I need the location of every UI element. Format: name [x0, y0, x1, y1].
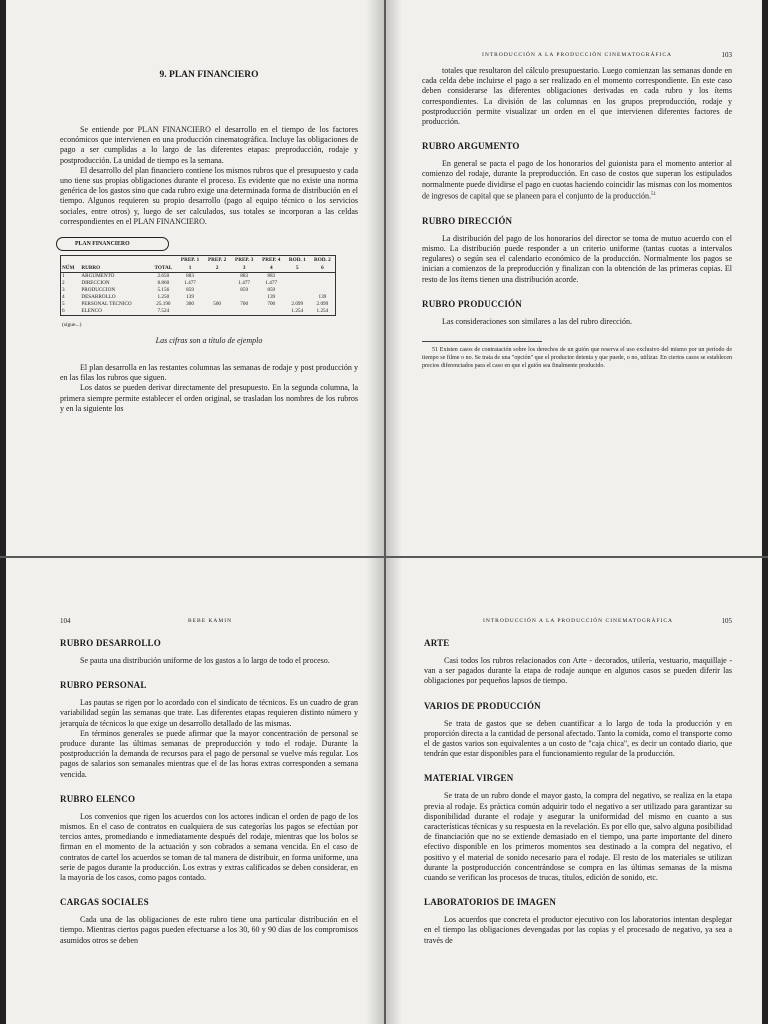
table-cell: 883	[186, 273, 194, 280]
table-cell: 859	[186, 287, 194, 294]
page-bottom-left	[0, 558, 384, 1024]
paragraph: El desarrollo del plan financiero contiene los mismos rubros que el presupuesto y cada uno tiene sus propias obligaciones durante el proceso. Es evidente que no existe una norma genérica de los gastos sino que cada rubro exige una determinada forma de distribución en el tiempo. Algunos requieren su propio desarrollo (pago al equipo técnico o los servicios sociales, entre otros) y, luego de ser calculados, sus totales se incorporan a las celdas correspondientes en el PLAN FINANCIERO.	[60, 165, 358, 226]
table-cell: 5	[62, 301, 65, 308]
section-heading: LABORATORIOS DE IMAGEN	[424, 897, 557, 908]
table-cell: 1.477	[265, 280, 278, 287]
table-cell: 5.156	[157, 287, 170, 294]
paragraph: Cada una de las obligaciones de este rubro tiene una particular distribución en el tiempo. Mientras ciertos pagos pueden efectuarse a los 30, 60 y 90 días de los compromisos asumidos otros se deben	[60, 915, 358, 945]
table-cell: PRODUCCION	[81, 287, 116, 294]
table-cell: PERSONAL TECNICO	[81, 301, 132, 308]
paragraph: Las consideraciones son similares a las del rubro dirección.	[442, 316, 632, 326]
plan-financiero-table	[60, 255, 336, 316]
section-heading: RUBRO ARGUMENTO	[422, 141, 520, 152]
paragraph: Se pauta una distribución uniforme de los gastos a lo largo de todo el proceso.	[80, 656, 330, 665]
table-cell	[285, 287, 310, 294]
table-cell: 700	[267, 301, 276, 308]
table-cell: 6	[62, 308, 65, 315]
table-cell: 3	[62, 287, 65, 294]
table-header-cell	[150, 256, 176, 265]
paragraph: Se entiende por PLAN FINANCIERO el desarrollo en el tiempo de los factores económicos que intervienen en una producción cinematográfica. Incluye las obligaciones de pago a ser cumplidas a lo largo de las diferentes etapas: preproducción, rodaje y postproducción. La unidad de tiempo es la semana.	[60, 125, 358, 165]
table-cell: 1.477	[184, 280, 196, 287]
table-header-cell: PREP. 3	[235, 257, 254, 264]
table-cell	[310, 273, 336, 281]
page-number: 104	[60, 617, 71, 625]
table-cell: 700	[240, 301, 249, 308]
table-cell: 139	[318, 294, 327, 301]
table-header-cell: 1	[177, 264, 204, 273]
table-cell: 2.099	[316, 301, 329, 308]
table-cell: 25.190	[156, 301, 171, 308]
page-top-left	[0, 0, 384, 556]
table-cell	[231, 294, 258, 301]
paragraph: La distribución del pago de los honorarios del director se toma de mutuo acuerdo con el mismo. La distribución puede responder a un criterio uniforme (tantas cuotas a intervalos regulares) o según sea el calendario económico de la producción. Normalmente los pagos se inician a comienzos de la preproducción y finalizan con la obtención de las primeras copias. El resto de los ítems tienen una distribución acorde.	[422, 233, 732, 284]
table-cell: 883	[267, 273, 276, 280]
table-cell	[310, 287, 336, 294]
table-cell: 2.099	[291, 301, 304, 308]
table-cell: 1.477	[238, 280, 250, 287]
section-heading: RUBRO PERSONAL	[60, 680, 147, 691]
page-number: 103	[721, 51, 732, 59]
table-cell: DESARROLLO	[81, 294, 116, 301]
table-row	[61, 280, 336, 287]
table-cell	[204, 308, 231, 316]
section-heading: ARTE	[424, 638, 450, 648]
table-header-cell: 6	[310, 264, 336, 273]
paragraph: totales que resultaron del cálculo presupuestario. Luego comienzan las semanas donde en cada celda debe incluirse el pago a ser realizado en el momento correspondiente. En este caso deben considerarse las diferentes obligaciones derivadas en cada rubro y los ítems correspondientes. La división de las columnas en los grupos preproducción, rodaje y postproducción permite visualizar un orden en el que intervienen diferentes factores de producción.	[422, 66, 732, 127]
running-header	[422, 52, 732, 58]
table-cell	[177, 308, 204, 316]
table-cell: 139	[186, 294, 194, 301]
table-cell: 7.524	[157, 308, 170, 315]
table-header-cell: 5	[285, 264, 310, 273]
paragraph: Se trata de gastos que se deben cuantificar a lo largo de toda la producción y en proporción directa a la cantidad de personal afectado. Tanto la comida, como el transporte como el de gastos varios son equivalentes a un costo de "caja chica", es decir un contado diario, que tendrán que estar disponibles para el funcionamiento regular de la producción.	[424, 718, 732, 759]
table-header-cell: ROD. 2	[314, 257, 331, 264]
table-cell	[204, 273, 231, 281]
table-cell	[310, 280, 336, 287]
table-row	[61, 287, 336, 294]
table-row	[61, 294, 336, 301]
table-cell	[231, 308, 258, 316]
table-header-cell: RUBRO	[80, 264, 150, 273]
section-heading: RUBRO PRODUCCIÓN	[422, 298, 522, 309]
paragraph: En términos generales se puede afirmar que la mayor concentración de personal se produce durante las últimas semanas de preproducción y todo el rodaje. Durante la postproducción la demanda de recursos para el pago de personal se vuelve más regular. Los pagos de salarios son semanales mientras que el de las horas extras corresponden a semana vencida.	[60, 728, 358, 779]
paragraph: Casi todos los rubros relacionados con Arte - decorados, utilería, vestuario, maquillaje - van a ser pagados durante la etapa de rodaje aunque en algunos casos se pueden diferir las obligaciones por pequeños lapsos de tiempo.	[424, 656, 732, 686]
footnote-rule	[422, 341, 542, 342]
page-number: 105	[721, 617, 732, 625]
table-header-cell: 4	[258, 264, 285, 273]
paragraph: Los convenios que rigen los acuerdos con los actores indican el orden de pago de los mismos. En el caso de contratos en cualquiera de sus categorías los pagos se efectúan por tercios antes, promediando e inmediatamente después del rodaje, mientras que los bolos se firman en el momento de la actuación y son cobrados a semana vencida. En el caso de contratos de cartel los acuerdos se toman de tal manera de distribuir, en forma uniforme, una serie de pagos durante la producción. Los extras y extras calificados se deben considerar, en la mayoría de los casos, como pagos contado.	[60, 811, 358, 883]
continued-note: (sigue...)	[62, 322, 82, 329]
table-cell: 859	[240, 287, 249, 294]
paragraph: En general se pacta el pago de los honorarios del guionista para el momento anterior al comienzo del rodaje, durante la preproducción. En caso de costos que superan los estipulados normalmente puede dividirse el pago en cuotas haciendo coincidir las mismas con los momentos de ingresos de capital que se planeen para el conjunto de la producción.$^{51}$	[422, 159, 732, 201]
section-heading: RUBRO DIRECCIÓN	[422, 215, 513, 226]
paragraph: Se trata de un rubro donde el mayor gasto, la compra del negativo, se realiza en la etapa previa al rodaje. Es práctica común adquirir todo el negativo a ser utilizado para garantizar su disponibilidad durante el rodaje y asegurar la uniformidad del mismo en cuanto a sus características técnicas y su respuesta en la revelación. Es por ello que, salvo alguna posibilidad de financiación que no se extiende demasiado en el tiempo, una parte importante del dinero efectivo disponible en los primeros momentos sea destinado a la compra del negativo, el positivo y el material de sonido necesario para el rodaje. El resto de los materiales se utilizan durante la postproducción concentrándose se compra en las últimas semanas de la misma cuando se verifican los procesos de trucas, títulos, edición de sonido, etc.	[424, 791, 732, 883]
table-cell	[285, 294, 310, 301]
table-header-cell: TOTAL	[150, 264, 176, 273]
table-row	[61, 273, 336, 281]
table-cell: 1.250	[157, 294, 170, 301]
footnote-ref: 51	[651, 191, 657, 197]
table-header-cell	[80, 256, 150, 265]
page-bottom-right	[386, 558, 768, 1024]
section-heading: VARIOS DE PRODUCCIÓN	[424, 700, 541, 711]
table-cell: DIRECCION	[81, 280, 110, 287]
plan-financiero-label: PLAN FINANCIERO	[56, 237, 169, 251]
section-heading: MATERIAL VIRGEN	[424, 773, 514, 784]
table-header-row	[61, 264, 336, 273]
section-heading: CARGAS SOCIALES	[60, 897, 149, 908]
table-row	[61, 301, 336, 308]
paragraph: El plan desarrolla en las restantes columnas las semanas de rodaje y post producción y en las filas los rubros que siguen.	[60, 363, 358, 383]
table-cell: ELENCO	[81, 308, 102, 315]
table-cell: 1.254	[291, 308, 304, 315]
running-head-author: BEBE KAMIN	[188, 618, 233, 624]
section-heading: RUBRO DESARROLLO	[60, 638, 161, 648]
running-head-text: INTRODUCCIÓN A LA PRODUCCIÓN CINEMATOGRÁFICA	[483, 618, 673, 624]
running-header	[60, 618, 358, 624]
page-top-right	[386, 0, 768, 556]
table-cell: 883	[240, 273, 249, 280]
paragraph: Las pautas se rigen por lo acordado con el sindicato de técnicos. Es un cuadro de gran variabilidad según las semanas que trate. Las diferentes etapas requieren distinto número y jerarquía de técnicos lo que exige un desarrollo detallado de las mismas.	[60, 698, 358, 728]
table-cell: 8.860	[157, 280, 170, 287]
table-cell: 1	[62, 273, 65, 280]
table-caption: Las cifras son a título de ejemplo	[155, 336, 263, 346]
table-cell: 500	[213, 301, 221, 308]
table-header-cell: 2	[204, 264, 231, 273]
table-cell: 139	[267, 294, 276, 301]
table-cell: 4	[62, 294, 65, 301]
running-head-text: INTRODUCCIÓN A LA PRODUCCIÓN CINEMATOGRÁFICA	[482, 52, 672, 58]
table-cell: 2	[62, 280, 65, 287]
chapter-title: 9. PLAN FINANCIERO	[159, 70, 259, 80]
table-header-row	[61, 256, 336, 265]
table-cell: 1.254	[316, 308, 329, 315]
table-cell: 300	[186, 301, 194, 308]
running-header	[424, 618, 732, 624]
table-header-cell	[61, 256, 81, 265]
table-cell	[204, 287, 231, 294]
table-cell	[258, 308, 285, 316]
table-body	[61, 273, 336, 316]
paragraph: Los acuerdos que concreta el productor ejecutivo con los laboratorios intentan desplegar en el tiempo las obligaciones devengadas por las copias y el procesado de negativo, ya sea a través de	[424, 915, 732, 945]
table-cell	[285, 273, 310, 281]
table-header-cell: PREP. 4	[262, 257, 281, 264]
paragraph: Los datos se pueden derivar directamente del presupuesto. En la segunda columna, la primera siempre permite establecer el orden original, se trasladan los nombres de los rubros y en la siguiente los	[60, 383, 358, 413]
table-header-cell: PREP. 2	[207, 257, 227, 264]
table-header-cell: NÚM	[61, 264, 81, 273]
table-cell: 859	[267, 287, 276, 294]
table-header-cell: PREP. 1	[180, 257, 200, 264]
table-cell	[204, 294, 231, 301]
table-header-cell: ROD. 1	[288, 257, 306, 264]
table-row	[61, 308, 336, 316]
table-cell: 2.650	[157, 273, 170, 280]
table-header-cell: 3	[231, 264, 258, 273]
section-heading: RUBRO ELENCO	[60, 793, 136, 804]
table-cell: ARGUMENTO	[81, 273, 115, 280]
table-cell	[204, 280, 231, 287]
footnote-text: 51 Existen casos de contratación sobre los derechos de un guión que reserva el uso exclusivo del mismo por un período de tiempo se filme o no. Se trata de una "opción" que el productor detenta y que puede, o no, utilizar. En ciertos casos se establecen precios diferenciados para el caso en que el guión sea finalmente producido.	[422, 346, 732, 369]
table-cell	[285, 280, 310, 287]
